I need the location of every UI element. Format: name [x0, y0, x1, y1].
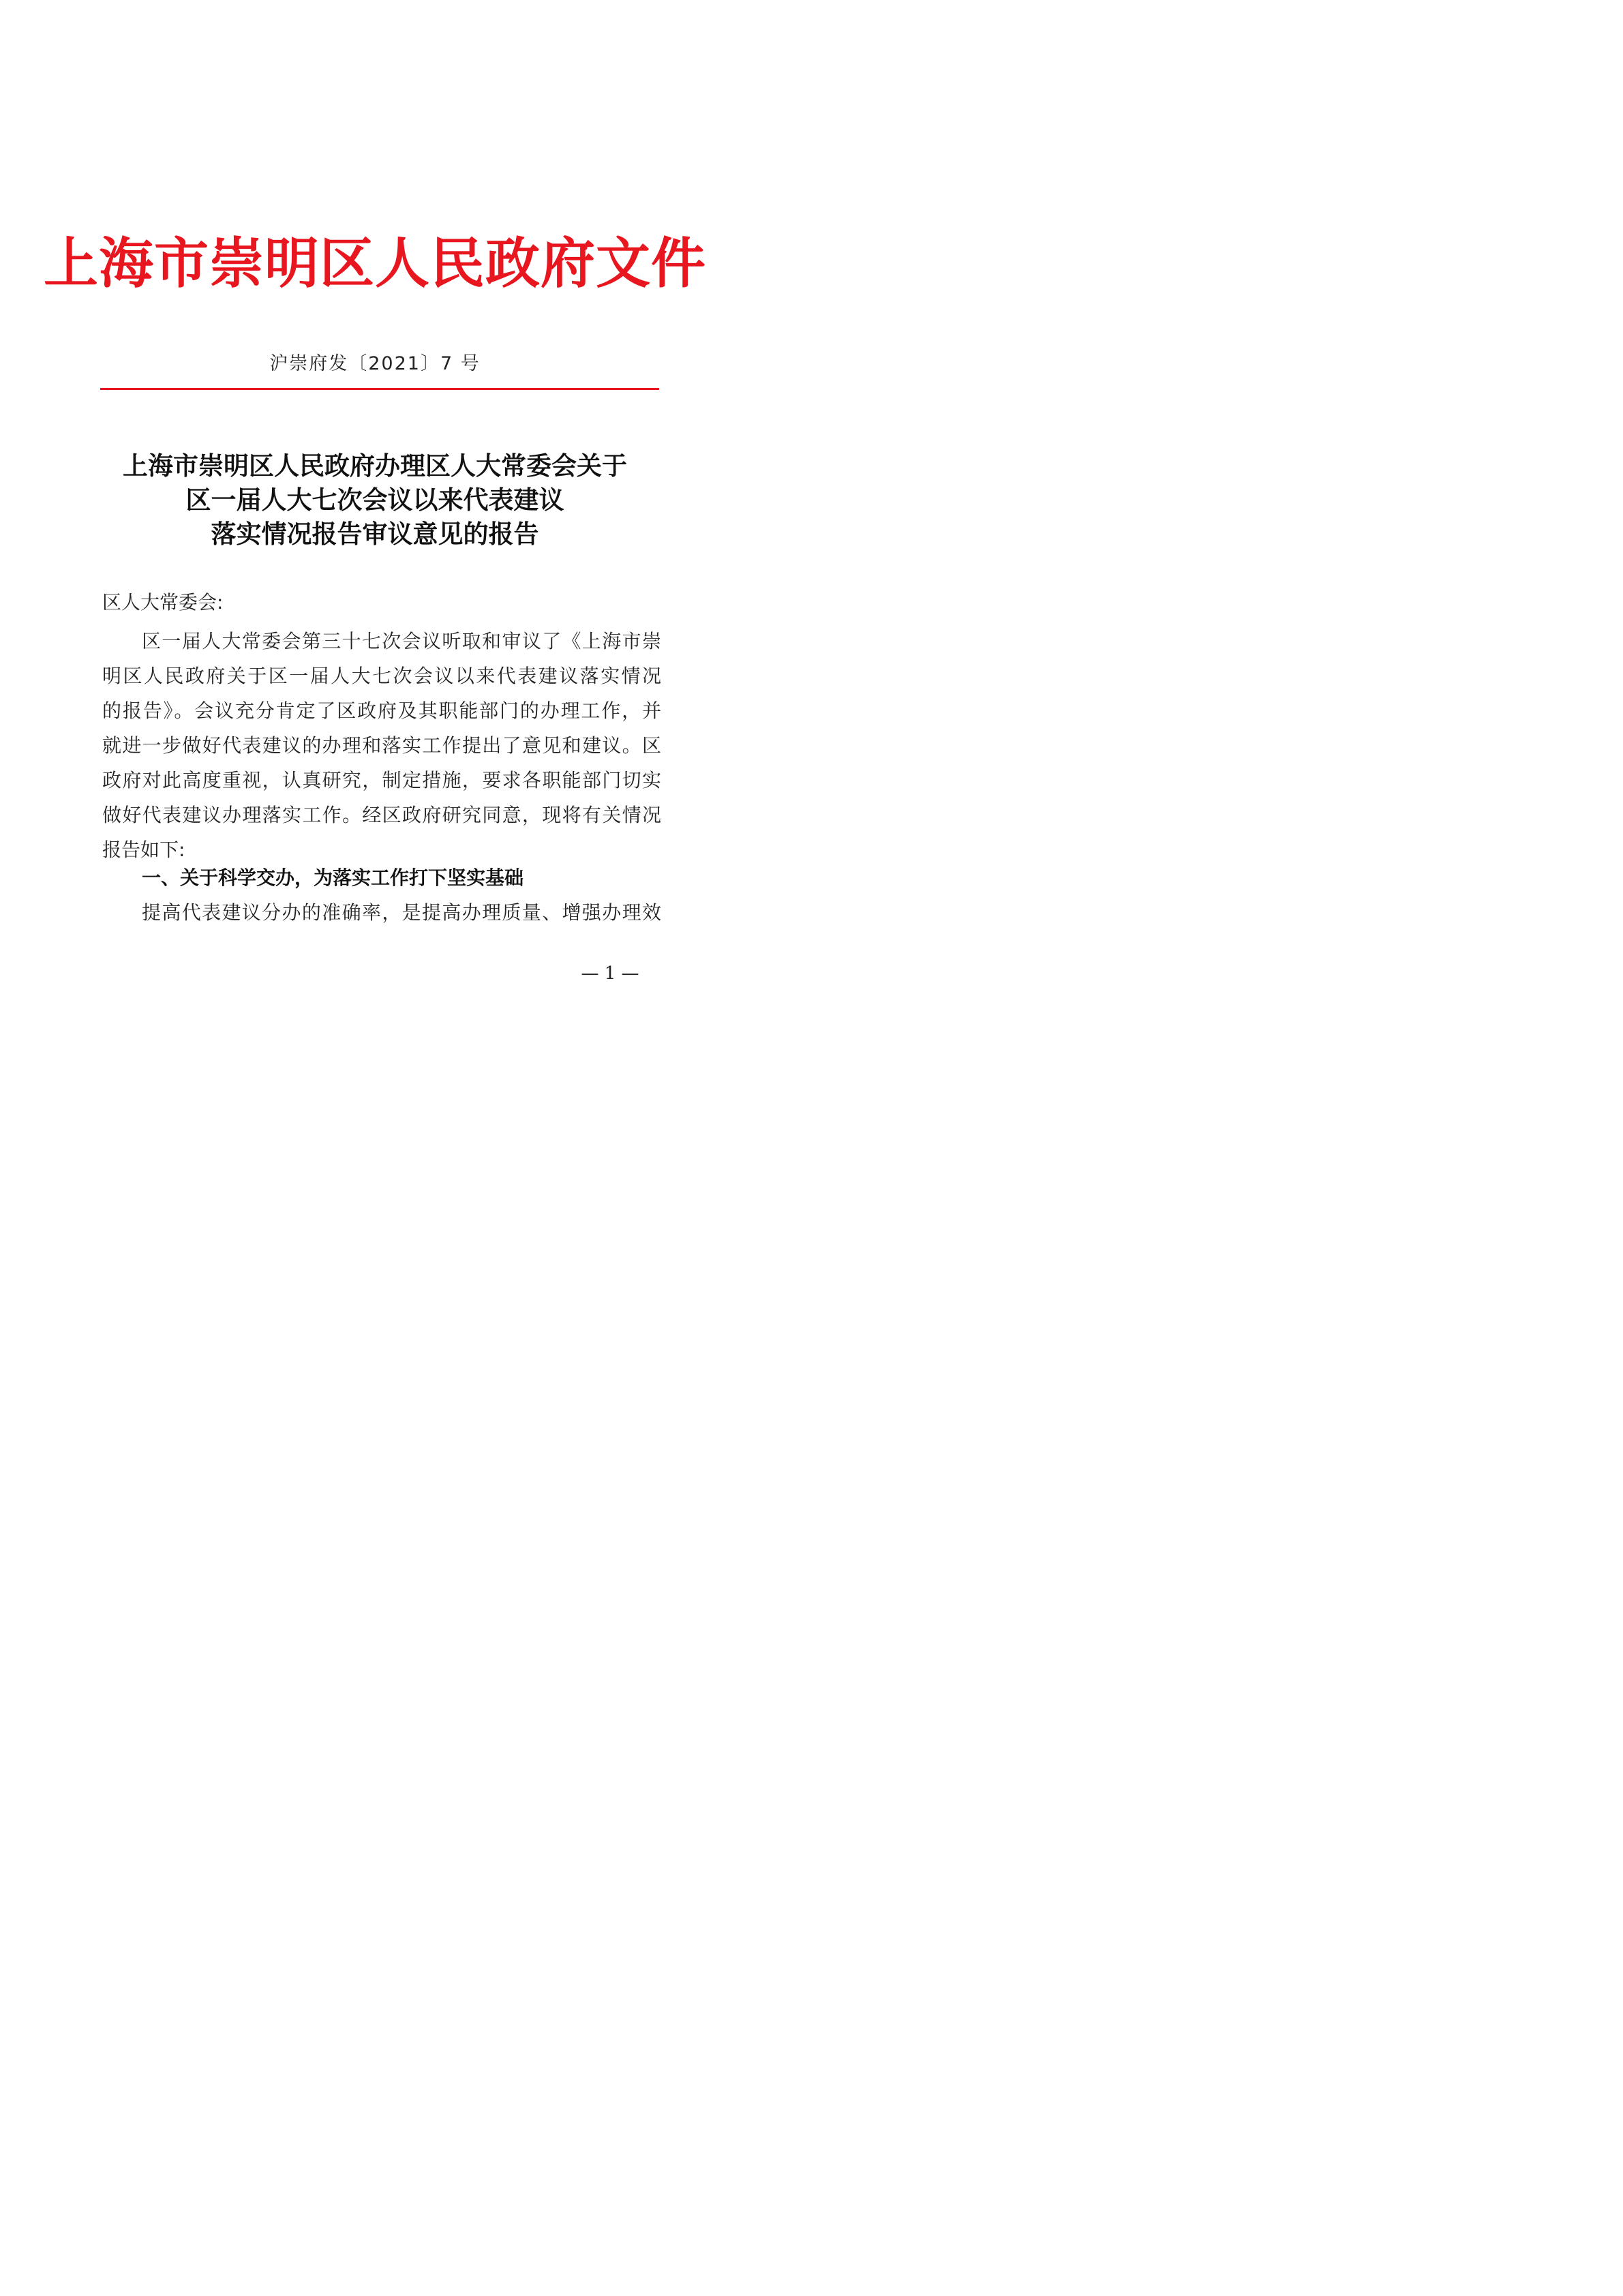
- body-line: 政府对此高度重视，认真研究，制定措施，要求各职能部门切实: [102, 769, 661, 791]
- body-paragraph: [102, 624, 661, 867]
- section-heading: 一、关于科学交办，为落实工作打下坚实基础: [142, 866, 524, 889]
- body-line: 就进一步做好代表建议的办理和落实工作提出了意见和建议。区: [102, 734, 661, 757]
- body-line: 区一届人大常委会第三十七次会议听取和审议了《上海市崇: [142, 630, 661, 652]
- document-number: 沪崇府发〔2021〕7 号: [269, 353, 481, 374]
- report-title-line: 区一届人大七次会议以来代表建议: [185, 485, 564, 515]
- body-line: 做好代表建议办理落实工作。经区政府研究同意，现将有关情况: [102, 804, 661, 826]
- page-number: — 1 —: [581, 963, 639, 984]
- masthead-title: 上海市崇明区人民政府文件: [44, 231, 706, 295]
- report-title-line: 落实情况报告审议意见的报告: [211, 519, 539, 549]
- body-line: 的报告》。会议充分肯定了区政府及其职能部门的办理工作，并: [102, 699, 661, 722]
- report-title: [0, 449, 750, 551]
- section-first-line: 提高代表建议分办的准确率，是提高办理质量、增强办理效: [142, 901, 661, 924]
- body-line: 明区人民政府关于区一届人大七次会议以来代表建议落实情况: [102, 665, 661, 687]
- salutation: 区人大常委会:: [102, 591, 224, 614]
- red-divider-line: [100, 388, 659, 390]
- report-title-line: 上海市崇明区人民政府办理区人大常委会关于: [123, 451, 627, 481]
- document-page: [0, 0, 750, 1061]
- body-line: 报告如下:: [102, 839, 185, 861]
